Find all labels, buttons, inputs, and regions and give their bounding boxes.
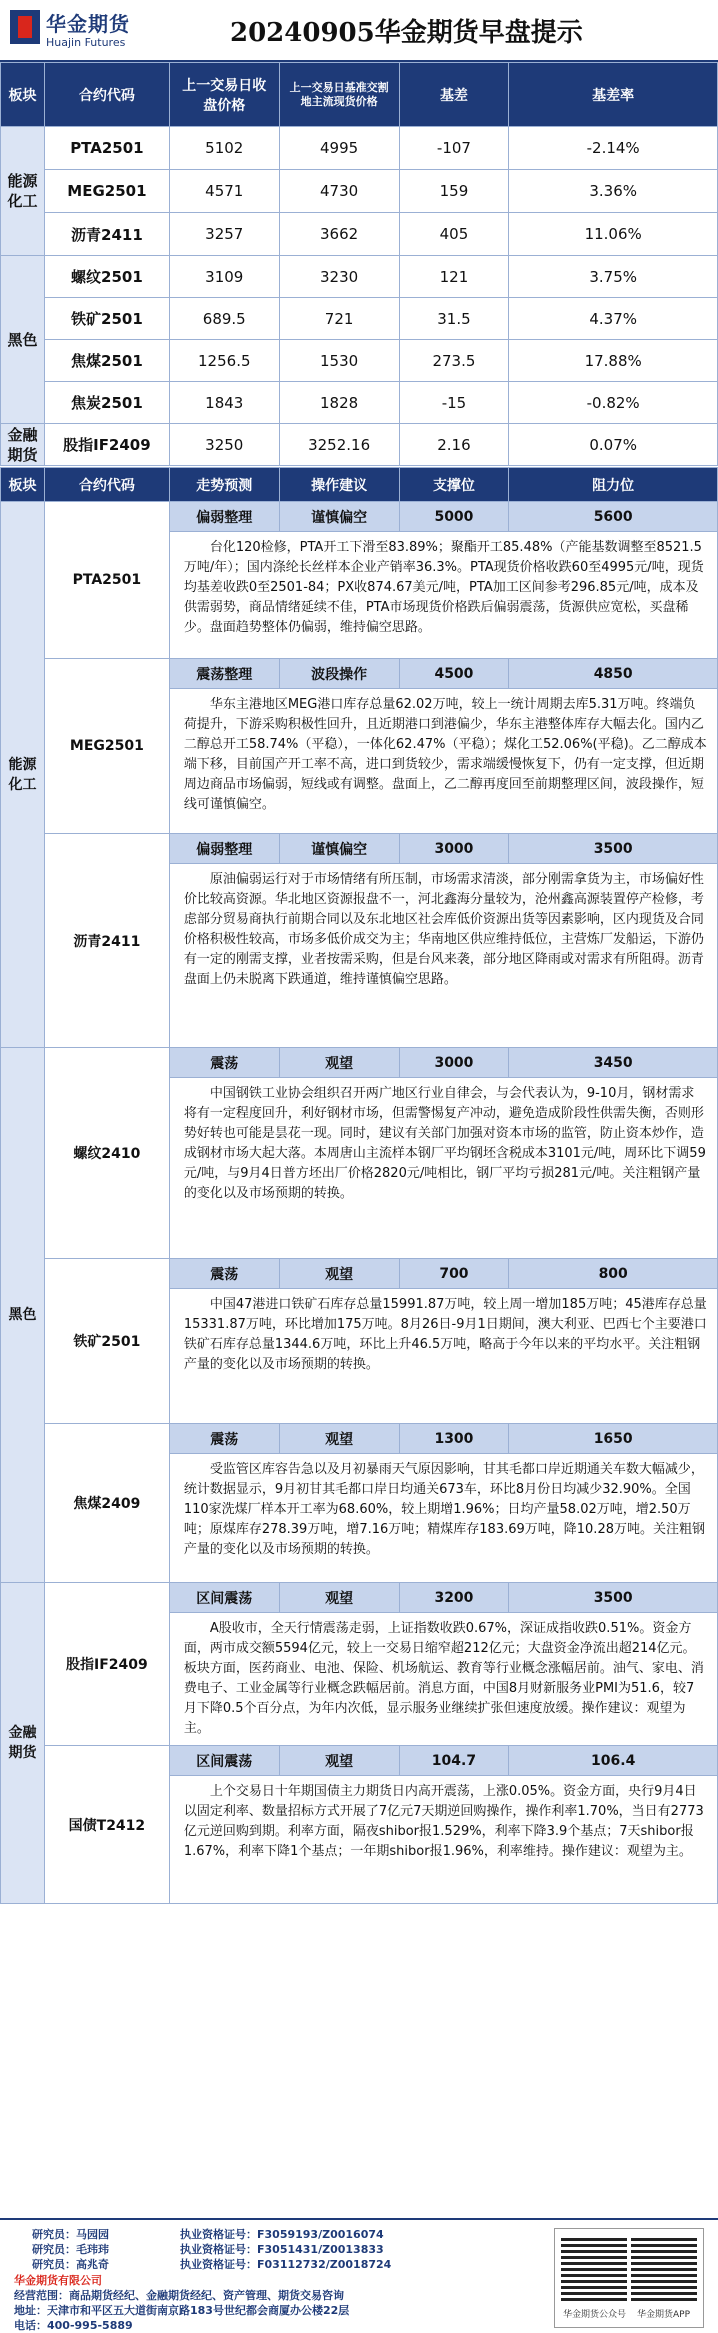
basis-value: 273.5: [399, 340, 509, 382]
logo-mark-icon: [10, 10, 40, 44]
sector-label: 金融期货: [1, 1583, 45, 1904]
contract-code: 国债T2412: [44, 1746, 169, 1904]
page-header: [0, 0, 718, 62]
basis-value: -2.14%: [509, 127, 718, 170]
strategy-trend: 震荡整理: [169, 659, 279, 689]
basis-value: 11.06%: [509, 213, 718, 256]
basis-value: 721: [279, 298, 399, 340]
analysis-text: 原油偏弱运行对于市场情绪有所压制，市场需求清淡，部分刚需拿货为主，市场偏好性价比较高资源。华北地区资源报盘不一，河北鑫海分量较为，沧州鑫高源装置停产检修，考虑部分贸易商执行前期合同以及东北地区社会库低价资源出货等因素影响，区内现货及合同价格积极性较高，市场多低价成交为主；华南地区供应维持低位，主营炼厂发船运，下游仍有一定的刚需支撑，业者按需采购，但是台风来袭，部分地区降雨或对需求有所阻碍。沥青盘面上仍未脱离下跌通道，维持谨慎偏空思路。: [169, 864, 717, 1048]
strategy-support: 700: [399, 1259, 509, 1289]
basis-row: [1, 340, 718, 382]
contract-code: 沥青2411: [44, 213, 169, 256]
strategy-bar-row: [1, 1583, 718, 1613]
analysis-text: 上个交易日十年期国债主力期货日内高开震荡，上涨0.05%。资金方面，央行9月4日以固定利率、数量招标方式开展了7亿元7天期逆回购操作，操作利率1.70%，当日有2773亿元逆回购到期。利率方面，隔夜shibor报1.529%，利率下降3.9个基点；7天shibor报1.67%，利率下降1个基点；一年期shibor报1.96%，利率维持。操作建议：观望为主。: [169, 1776, 717, 1904]
basis-value: -0.82%: [509, 382, 718, 424]
researcher-name: 研究员：毛玮玮: [32, 2243, 109, 2256]
analysis-text: A股收市，全天行情震荡走弱，上证指数收跌0.67%，深证成指收跌0.51%。资金方面，两市成交额5594亿元，较上一交易日缩窄超212亿元；大盘资金净流出超214亿元。板块方面，医药商业、电池、保险、机场航运、教育等行业概念涨幅居前。油气、家电、消费电子、工业金属等行业概念跌幅居前。消息方面，中国8月财新服务业PMI为51.6，较7月下降0.5个百分点，为年内次低，显示服务业继续扩张但速度放缓。操作建议：观望为主。: [169, 1613, 717, 1746]
logo-en: Huajin Futures: [46, 36, 126, 49]
basis-value: 3109: [169, 256, 279, 298]
researcher-license: 执业资格证号：F3059193/Z0016074: [180, 2228, 384, 2241]
strategy-advice: 波段操作: [279, 659, 399, 689]
strategy-trend: 区间震荡: [169, 1746, 279, 1776]
researcher-license: 执业资格证号：F3051431/Z0013833: [180, 2243, 384, 2256]
qr-codes: [554, 2228, 704, 2328]
strategy-trend: 区间震荡: [169, 1583, 279, 1613]
basis-table-header: [1, 63, 718, 127]
basis-row: [1, 424, 718, 466]
strategy-support: 1300: [399, 1424, 509, 1454]
strategy-advice: 观望: [279, 1583, 399, 1613]
header-cell: 支撑位: [399, 468, 509, 502]
basis-value: 5102: [169, 127, 279, 170]
basis-value: 3662: [279, 213, 399, 256]
basis-value: 31.5: [399, 298, 509, 340]
qr-caption: 华金期货APP: [637, 2310, 691, 2320]
header-cell: 合约代码: [44, 63, 169, 127]
basis-table: [0, 62, 718, 466]
header-cell: 基差率: [509, 63, 718, 127]
basis-value: 3230: [279, 256, 399, 298]
strategy-trend: 偏弱整理: [169, 834, 279, 864]
header-cell: 走势预测: [169, 468, 279, 502]
qr-code-icon[interactable]: [561, 2235, 627, 2301]
basis-value: -15: [399, 382, 509, 424]
sector-label: 能源化工: [1, 127, 45, 256]
strategy-resist: 3500: [509, 1583, 718, 1613]
strategy-advice: 观望: [279, 1746, 399, 1776]
contract-code: 铁矿2501: [44, 1259, 169, 1424]
basis-value: 2.16: [399, 424, 509, 466]
contract-code: 股指IF2409: [44, 1583, 169, 1746]
researcher-name: 研究员：高兆奇: [32, 2258, 109, 2271]
strategy-resist: 5600: [509, 502, 718, 532]
strategy-advice: 观望: [279, 1048, 399, 1078]
basis-row: [1, 170, 718, 213]
basis-value: 689.5: [169, 298, 279, 340]
strategy-resist: 4850: [509, 659, 718, 689]
analysis-text: 中国47港进口铁矿石库存总量15991.87万吨，较上周一增加185万吨；45港库存总量15331.87万吨，环比增加175万吨。8月26日-9月1日期间，澳大利亚、巴西七个主要港口铁矿石库存总量1344.6万吨，环比上升46.5万吨，略高于今年以来的平均水平。关注粗钢产量的变化以及市场预期的转换。: [169, 1289, 717, 1424]
analysis-text: 中国钢铁工业协会组织召开两广地区行业自律会，与会代表认为，9-10月，钢材需求将有一定程度回升，利好钢材市场，但需警惕复产冲动，避免造成阶段性供需失衡，否则形势好转也可能是昙花一现。同时，建议有关部门加强对资本市场的监管，防止资本炒作，造成钢材市场大起大落。本周唐山主流样本钢厂平均钢坯含税成本3101元/吨，周环比下调59元/吨，与9月4日普方坯出厂价格2820元/吨相比，钢厂平均亏损281元/吨。关注粗钢产量的变化以及市场预期的转换。: [169, 1078, 717, 1259]
basis-value: 1843: [169, 382, 279, 424]
researcher-name: 研究员：马园园: [32, 2228, 109, 2241]
basis-value: -107: [399, 127, 509, 170]
strategy-advice: 谨慎偏空: [279, 834, 399, 864]
strategy-advice: 谨慎偏空: [279, 502, 399, 532]
analysis-text: 受监管区库容告急以及月初暴雨天气原因影响，甘其毛都口岸近期通关车数大幅减少，统计数据显示，9月初甘其毛都口岸日均通关673车，环比8月份日均减少32.90%。全国110家洗煤厂样本开工率为68.60%，较上期增1.96%；日均产量58.02万吨，增2.50万吨；原煤库存278.39万吨，增7.16万吨；精煤库存183.69万吨，降10.28万吨。关注粗钢产量的变化以及市场预期的转换。: [169, 1454, 717, 1583]
contract-code: 螺纹2410: [44, 1048, 169, 1259]
company-logo: [10, 6, 170, 54]
strategy-bar-row: [1, 659, 718, 689]
contract-code: PTA2501: [44, 127, 169, 170]
logo-cn: 华金期货: [46, 12, 130, 36]
basis-value: 17.88%: [509, 340, 718, 382]
strategy-advice: 观望: [279, 1424, 399, 1454]
strategy-table: [0, 467, 718, 1904]
strategy-trend: 偏弱整理: [169, 502, 279, 532]
contract-code: 铁矿2501: [44, 298, 169, 340]
basis-value: 0.07%: [509, 424, 718, 466]
company-address: 地址：天津市和平区五大道街南京路183号世纪都会商厦办公楼22层: [14, 2304, 350, 2317]
strategy-bar-row: [1, 834, 718, 864]
basis-value: 405: [399, 213, 509, 256]
header-cell: 板块: [1, 63, 45, 127]
basis-value: 121: [399, 256, 509, 298]
basis-value: 4730: [279, 170, 399, 213]
basis-value: 159: [399, 170, 509, 213]
qr-caption: 华金期货公众号: [563, 2310, 627, 2320]
basis-row: [1, 256, 718, 298]
header-cell: 基差: [399, 63, 509, 127]
strategy-resist: 800: [509, 1259, 718, 1289]
sector-label: 黑色: [1, 256, 45, 424]
strategy-trend: 震荡: [169, 1259, 279, 1289]
sector-label: 能源化工: [1, 502, 45, 1048]
header-cell: 操作建议: [279, 468, 399, 502]
header-cell: 阻力位: [509, 468, 718, 502]
strategy-resist: 106.4: [509, 1746, 718, 1776]
strategy-bar-row: [1, 1048, 718, 1078]
strategy-table-header: [1, 468, 718, 502]
page-title: 20240905华金期货早盘提示: [230, 18, 583, 48]
strategy-resist: 1650: [509, 1424, 718, 1454]
strategy-trend: 震荡: [169, 1048, 279, 1078]
basis-value: 4571: [169, 170, 279, 213]
page-footer: [0, 2218, 718, 2331]
contract-code: 沥青2411: [44, 834, 169, 1048]
basis-value: 3250: [169, 424, 279, 466]
contract-code: 螺纹2501: [44, 256, 169, 298]
strategy-bar-row: [1, 1746, 718, 1776]
basis-value: 3257: [169, 213, 279, 256]
strategy-trend: 震荡: [169, 1424, 279, 1454]
strategy-bar-row: [1, 1259, 718, 1289]
strategy-bar-row: [1, 502, 718, 532]
strategy-support: 3000: [399, 1048, 509, 1078]
company-phone: 电话：400-995-5889: [14, 2319, 133, 2332]
strategy-support: 104.7: [399, 1746, 509, 1776]
basis-row: [1, 127, 718, 170]
basis-value: 3252.16: [279, 424, 399, 466]
strategy-advice: 观望: [279, 1259, 399, 1289]
basis-value: 4.37%: [509, 298, 718, 340]
researcher-license: 执业资格证号：F03112732/Z0018724: [180, 2258, 392, 2271]
strategy-support: 4500: [399, 659, 509, 689]
basis-value: 3.36%: [509, 170, 718, 213]
strategy-support: 3200: [399, 1583, 509, 1613]
strategy-bar-row: [1, 1424, 718, 1454]
basis-value: 3.75%: [509, 256, 718, 298]
contract-code: 股指IF2409: [44, 424, 169, 466]
contract-code: 焦煤2501: [44, 340, 169, 382]
basis-value: 1828: [279, 382, 399, 424]
basis-row: [1, 382, 718, 424]
header-cell: 上一交易日基准交割地主流现货价格: [279, 63, 399, 127]
business-scope: 经营范围：商品期货经纪、金融期货经纪、资产管理、期货交易咨询: [14, 2289, 344, 2302]
contract-code: 焦炭2501: [44, 382, 169, 424]
strategy-resist: 3450: [509, 1048, 718, 1078]
qr-code-icon[interactable]: [631, 2235, 697, 2301]
strategy-support: 5000: [399, 502, 509, 532]
basis-value: 4995: [279, 127, 399, 170]
strategy-support: 3000: [399, 834, 509, 864]
basis-row: [1, 213, 718, 256]
contract-code: MEG2501: [44, 659, 169, 834]
contract-code: PTA2501: [44, 502, 169, 659]
company-name: 华金期货有限公司: [14, 2274, 102, 2287]
sector-label: 金融期货: [1, 424, 45, 466]
basis-row: [1, 298, 718, 340]
analysis-text: 台化120检修，PTA开工下滑至83.89%；聚酯开工85.48%（产能基数调整至8521.5万吨/年）；国内涤纶长丝样本企业产销率36.3%。PTA现货价格收跌60至4995元/吨，现货均基差收跌0至2501-84；PX收874.67美元/吨，PTA加工区间参考296.85元/吨，成本及供需弱势，商品情绪延续不佳，PTA市场现货价格跌后偏弱震荡，货源供应宽松，买盘稀少。盘面趋势整体仍偏弱，维持偏空思路。: [169, 532, 717, 659]
basis-value: 1530: [279, 340, 399, 382]
basis-value: 1256.5: [169, 340, 279, 382]
header-cell: 板块: [1, 468, 45, 502]
analysis-text: 华东主港地区MEG港口库存总量62.02万吨，较上一统计周期去库5.31万吨。终端负荷提升，下游采购积极性回升，且近期港口到港偏少，华东主港整体库存大幅去化。国内乙二醇总开工58.74%（平稳），一体化62.47%（平稳）；煤化工52.06%(平稳)。乙二醇成本端下移，目前国产开工率不高，进口到货较少，需求端缓慢恢复下，仍有一定支撑，但近期周边商品市场偏弱，短线或有调整。盘面上，乙二醇再度回至前期整理区间，波段操作，短线可谨慎偏空。: [169, 689, 717, 834]
header-cell: 合约代码: [44, 468, 169, 502]
contract-code: 焦煤2409: [44, 1424, 169, 1583]
strategy-resist: 3500: [509, 834, 718, 864]
header-cell: 上一交易日收盘价格: [169, 63, 279, 127]
contract-code: MEG2501: [44, 170, 169, 213]
sector-label: 黑色: [1, 1048, 45, 1583]
